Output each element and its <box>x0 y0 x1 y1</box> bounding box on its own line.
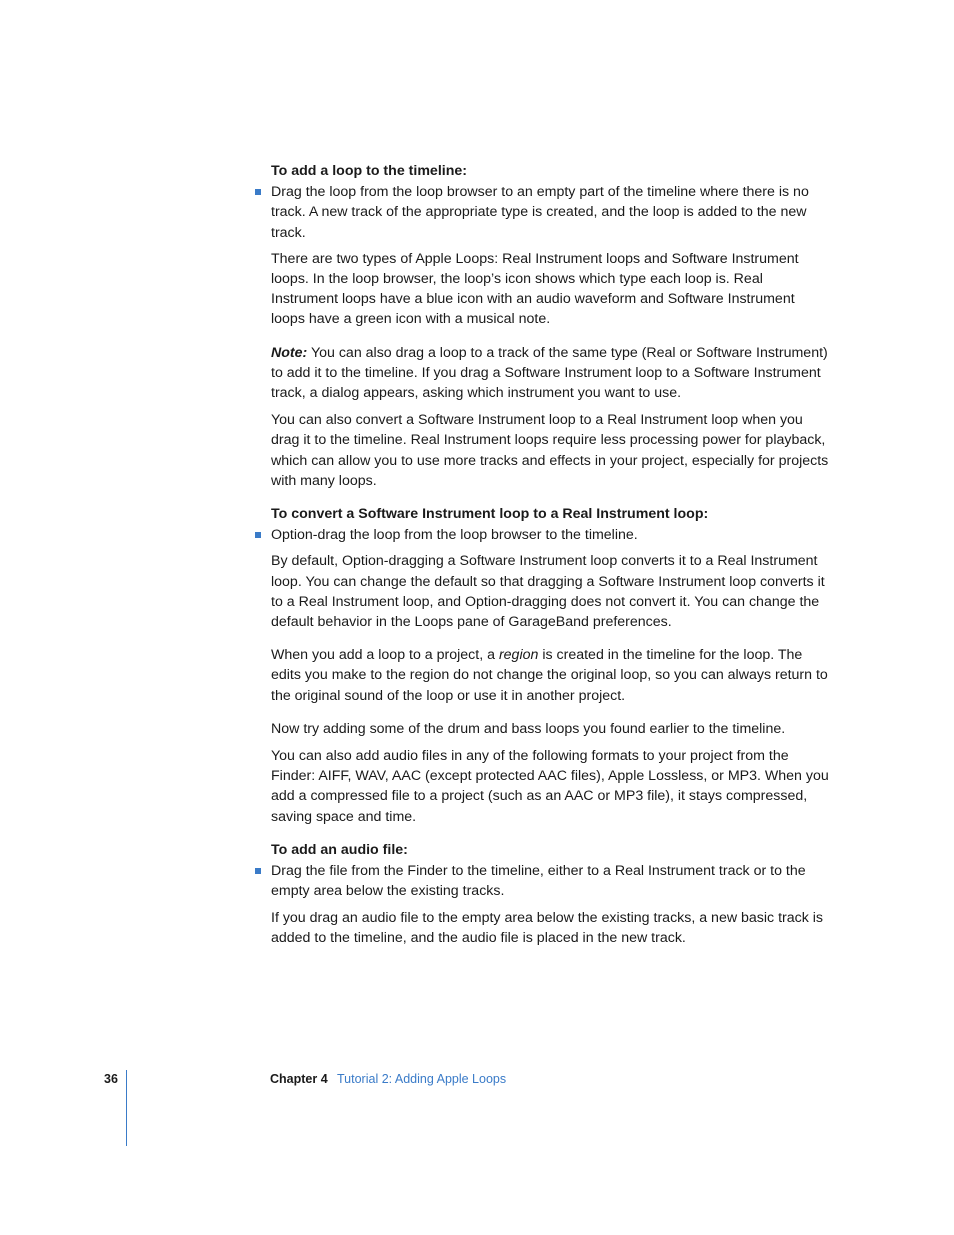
page-body <box>271 161 831 955</box>
region-text-post: is created in the timeline for the loop. The edits you make to the region do not change the original loop, so you can always return to the original sound of the loop or use it in another project. <box>271 647 828 704</box>
section-heading-add-loop: To add a loop to the timeline: <box>271 163 467 179</box>
chapter-title: Tutorial 2: Adding Apple Loops <box>337 1072 507 1086</box>
note-label: Note: <box>271 344 308 361</box>
square-bullet-icon <box>255 189 261 195</box>
bullet-text: Drag the file from the Finder to the timeline, either to a Real Instrument track or to the empty area below the existing tracks. <box>271 863 806 900</box>
bullet-item-option-drag <box>271 525 831 545</box>
square-bullet-icon <box>255 868 261 874</box>
paragraph-audio-formats: You can also add audio files in any of the following formats to your project from the Finder: AIFF, WAV, AAC (except protected AAC files), Apple Lossless, or MP3. When you add a compressed file to a project (such as an AAC or MP3 file), it stays compressed, saving space and time. <box>271 748 829 825</box>
region-text-pre: When you add a loop to a project, a <box>271 647 499 664</box>
page-number: 36 <box>104 1072 118 1086</box>
square-bullet-icon <box>255 532 261 538</box>
paragraph-try-adding: Now try adding some of the drum and bass loops you found earlier to the timeline. <box>271 720 786 737</box>
paragraph-convert-loops: You can also convert a Software Instrument loop to a Real Instrument loop when you drag it to the timeline. Real Instrument loops require less processing power for playback, which can allow you to use more tracks and effects in your project, especially for projects with many loops. <box>271 412 829 489</box>
page-footer <box>0 1070 954 1150</box>
bullet-item-add-loop <box>271 182 831 243</box>
paragraph-default-behavior: By default, Option-dragging a Software Instrument loop converts it to a Real Instrument loop. You can change the default so that dragging a Software Instrument loop converts it to a Real Instrument loop, and Option-dragging does not convert it. You can change the default behavior in the Loops pane of GarageBand preferences. <box>271 553 825 631</box>
note-text: You can also drag a loop to a track of the same type (Real or Software Instrument) to add it to the timeline. If you drag a Software Instrument loop to a Software Instrument track, a dialog appears, asking which instrument you want to use. <box>271 344 828 402</box>
note-paragraph <box>271 343 831 404</box>
paragraph-empty-area: If you drag an audio file to the empty area below the existing tracks, a new basic track is added to the timeline, and the audio file is placed in the new track. <box>271 909 824 946</box>
footer-divider <box>126 1070 127 1146</box>
bullet-item-drag-file <box>271 861 831 901</box>
paragraph-loop-types: There are two types of Apple Loops: Real Instrument loops and Software Instrument loops. In the loop browser, the loop’s icon shows which type each loop is. Real Instrument loops have a blue icon with an audio waveform and Software Instrument loops have a green icon with a musical note. <box>271 250 799 328</box>
section-heading-convert-loop: To convert a Software Instrument loop to a Real Instrument loop: <box>271 506 709 523</box>
chapter-label: Chapter 4 <box>270 1072 328 1086</box>
bullet-text: Option-drag the loop from the loop browser to the timeline. <box>271 527 638 544</box>
bullet-text: Drag the loop from the loop browser to an empty part of the timeline where there is no track. A new track of the appropriate type is created, and the loop is added to the new track. <box>271 184 809 241</box>
section-heading-add-audio: To add an audio file: <box>271 841 408 858</box>
paragraph-region <box>271 645 831 706</box>
region-term: region <box>498 647 539 664</box>
